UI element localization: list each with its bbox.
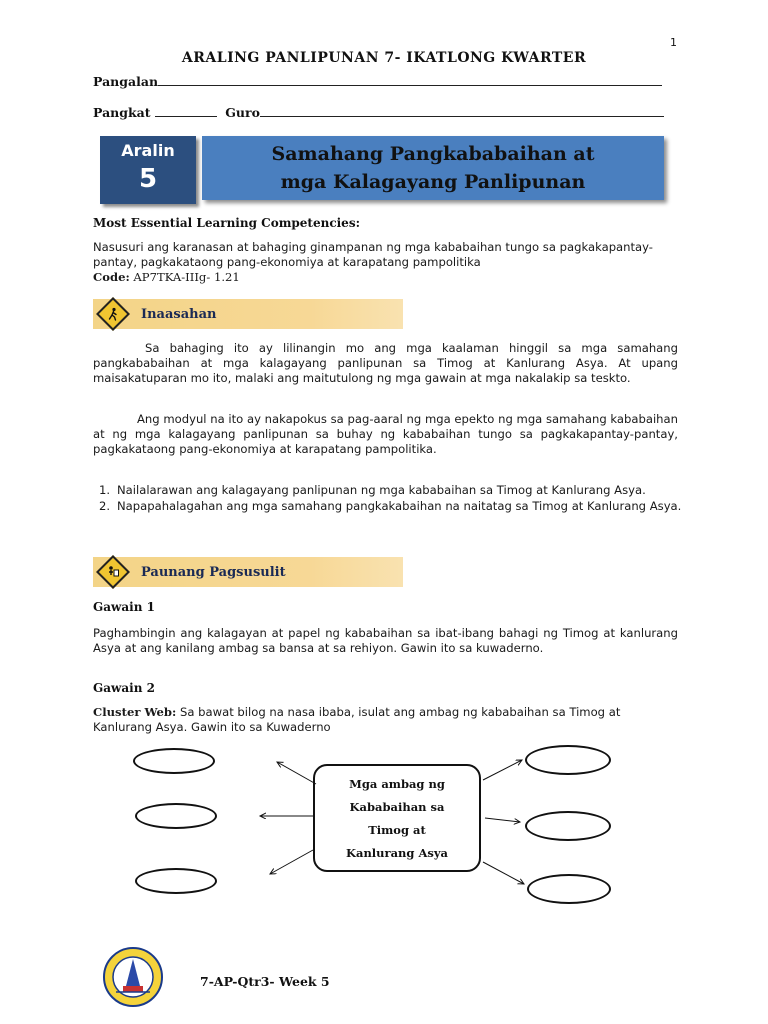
- gawain2-heading: Gawain 2: [93, 681, 155, 695]
- cluster-web-text: Sa bawat bilog na nasa ibaba, isulat ang ambag ng kababaihan sa Timog at Kanlurang Asya. Gawin ito sa Kuwaderno: [93, 705, 621, 734]
- person-with-paper-sign-icon: [96, 555, 130, 589]
- objective-text: Nailalarawan ang kalagayang panlipunan ng mga kababaihan sa Timog at Kanlurang Asya.: [117, 483, 646, 497]
- arrow-right-middle: [485, 818, 520, 822]
- objective-number: 1.: [99, 483, 111, 497]
- name-blank-line[interactable]: [158, 73, 662, 86]
- lesson-title-line1: Samahang Pangkababaihan at: [271, 143, 595, 165]
- footer-code: 7-AP-Qtr3- Week 5: [200, 974, 330, 989]
- cluster-web-label: Cluster Web:: [93, 705, 177, 719]
- objective-text: Napapahalagahan ang mga samahang pangkakabaihan na naitatag sa Timog at Kanlurang Asya.: [117, 499, 682, 513]
- list-item: [93, 499, 683, 514]
- answer-oval-right-3[interactable]: [527, 874, 611, 904]
- objective-number: 2.: [99, 499, 111, 513]
- center-text-line: Kababaihan sa: [349, 799, 445, 814]
- center-text-line: Mga ambag ng: [349, 776, 445, 791]
- aralin-label: Aralin: [121, 141, 175, 160]
- answer-oval-right-1[interactable]: [525, 745, 611, 775]
- arrow-left-bottom: [270, 850, 313, 874]
- cluster-web-center-box: [313, 764, 481, 872]
- melc-code-row: [93, 270, 240, 285]
- inaasahan-paragraph-2: Ang modyul na ito ay nakapokus sa pag-aaral ng mga epekto ng mga samahang kababaihan at ng mga kalagayang panlipunan sa buhay ng kababaihan tungo sa pagkakapantay-pantay, pagkakataong pang-ekonomiya at karapatang pampolitika.: [93, 412, 678, 456]
- answer-oval-left-1[interactable]: [133, 748, 215, 774]
- inaasahan-section-bar: [93, 299, 403, 329]
- answer-oval-left-2[interactable]: [135, 803, 217, 829]
- gawain1-heading: Gawain 1: [93, 600, 155, 614]
- paunang-pagsusulit-label: Paunang Pagsusulit: [141, 564, 286, 580]
- paunang-pagsusulit-section-bar: [93, 557, 403, 587]
- teacher-blank-line[interactable]: [260, 104, 664, 117]
- seal-icon: [102, 946, 164, 1008]
- arrow-left-top: [277, 762, 316, 784]
- inaasahan-paragraph-1: Sa bahaging ito ay lilinangin mo ang mga kaalaman hinggil sa mga samahang pangkababaihan at mga kalagayang panlipunan sa Timog at Kanlurang Asya. At upang maisakatuparan mo ito, malaki ang maitutulong ng mga gawain at mga nakalakip sa teskto.: [93, 341, 678, 385]
- inaasahan-label: Inaasahan: [141, 306, 217, 322]
- division-seal-logo: [102, 946, 164, 1012]
- melc-text: Nasusuri ang karanasan at bahaging ginampanan ng mga kababaihan tungo sa pagkakapantay-pantay, pagkakataong pang-ekonomiya at karapatang pampolitika: [93, 240, 653, 269]
- objectives-list: [93, 483, 683, 515]
- center-text-line: Timog at: [368, 822, 426, 837]
- name-label: Pangalan: [93, 74, 159, 89]
- list-item: [93, 483, 683, 498]
- section-teacher-row: [93, 104, 664, 120]
- lesson-title-box: [202, 136, 664, 200]
- code-label: Code:: [93, 270, 130, 284]
- gawain1-text: Paghambingin ang kalagayan at papel ng kababaihan sa ibat-ibang bahagi ng Timog at kanlurang Asya at ang kanilang ambag sa bansa at sa rehiyon. Gawin ito sa kuwaderno.: [93, 626, 678, 655]
- melc-heading: Most Essential Learning Competencies:: [93, 216, 361, 230]
- arrow-right-bottom: [483, 862, 524, 884]
- answer-oval-right-2[interactable]: [525, 811, 611, 841]
- aralin-number: 5: [138, 164, 158, 194]
- lesson-number-box: [100, 136, 196, 204]
- answer-oval-left-3[interactable]: [135, 868, 217, 894]
- gawain2-instructions: [93, 705, 678, 735]
- page-number: 1: [670, 36, 677, 49]
- center-text-line: Kanlurang Asya: [346, 845, 448, 860]
- section-label: Pangkat: [93, 105, 151, 120]
- teacher-label: Guro: [225, 105, 260, 120]
- section-blank-line[interactable]: [155, 104, 217, 117]
- name-field-row: [93, 73, 662, 89]
- page-title: ARALING PANLIPUNAN 7- IKATLONG KWARTER: [181, 50, 587, 66]
- code-value: AP7TKA-IIIg- 1.21: [133, 270, 240, 284]
- walking-person-sign-icon: [96, 297, 130, 331]
- lesson-title-line2: mga Kalagayang Panlipunan: [280, 171, 586, 193]
- arrow-right-top: [483, 760, 522, 780]
